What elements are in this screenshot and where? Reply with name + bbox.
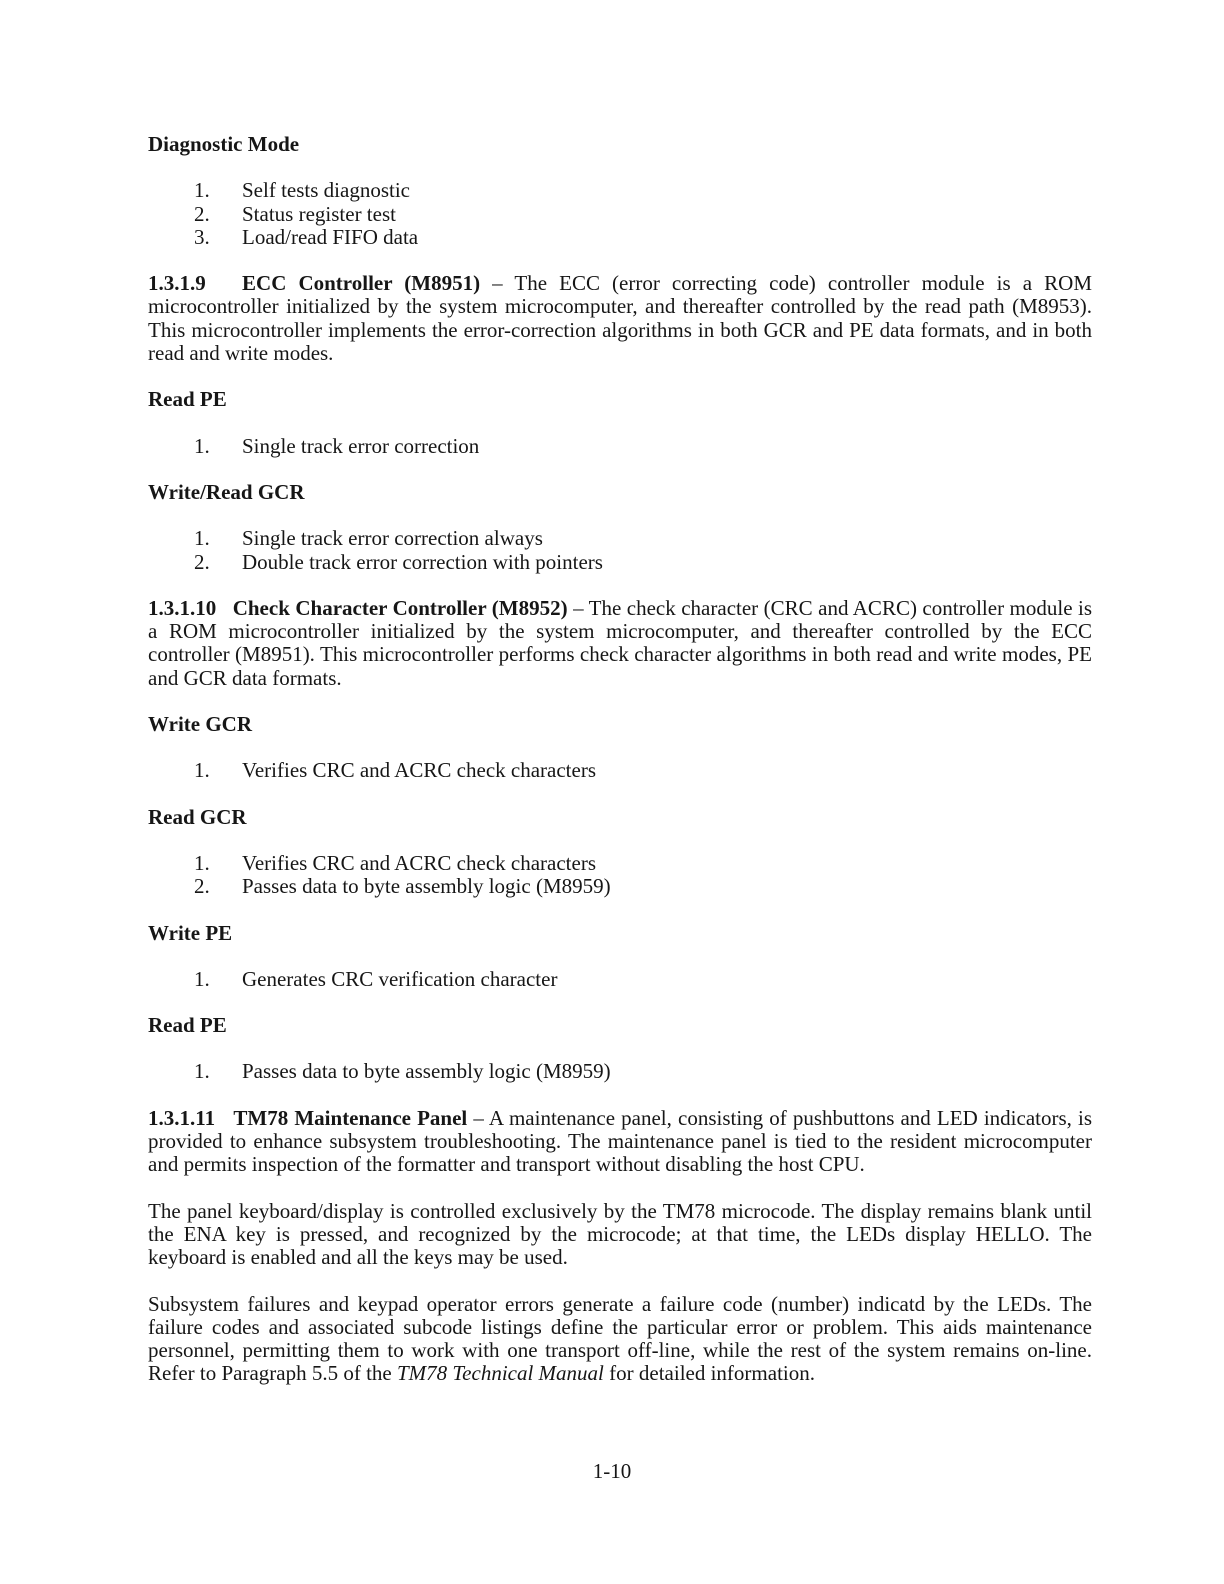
- diagnostic-mode-list: [148, 179, 1092, 249]
- list-number: 2.: [194, 874, 210, 899]
- list-item: [148, 1060, 1092, 1083]
- list-text: Double track error correction with pointers: [242, 549, 603, 574]
- list-item: [148, 435, 1092, 458]
- write-read-gcr-heading: Write/Read GCR: [148, 479, 305, 504]
- content-column: [148, 133, 1092, 1386]
- list-item: [148, 852, 1092, 875]
- list-text: Self tests diagnostic: [242, 178, 410, 203]
- paragraph-text: Subsystem failures and keypad operator errors generate a failure code (number) indicatd by the LEDs. The failure codes and associated subcode listings define the particular error or problem. This aids maintenance personnel, permitting them to work with one transport off-line, while the rest of the system remains on-line. Refer to Paragraph 5.5 of the: [148, 1291, 1092, 1386]
- list-number: 1.: [194, 850, 210, 875]
- section-title: Check Character Controller (M8952): [232, 595, 568, 620]
- list-item: [148, 551, 1092, 574]
- list-text: Verifies CRC and ACRC check characters: [242, 758, 596, 783]
- section-number: 1.3.1.11: [148, 1105, 216, 1130]
- manual-title: TM78 Technical Manual: [397, 1361, 604, 1386]
- section-body: – A maintenance panel, consisting of pushbuttons and LED indicators, is provided to enhance subsystem troubleshooting. The maintenance panel is tied to the resident microcomputer and permits inspection of the formatter and transport without disabling the host CPU.: [148, 1105, 1093, 1177]
- list-number: 1.: [194, 433, 210, 458]
- section-body: – The ECC (error correcting code) controller module is a ROM microcontroller initialized by the system microcomputer, and thereafter controlled by the read path (M8953). This microcontroller implements the error-correction algorithms in both GCR and PE data formats, and in both read and write modes.: [148, 271, 1093, 366]
- paragraph-text-end: for detailed information.: [609, 1361, 815, 1386]
- list-number: 1.: [194, 966, 210, 991]
- list-text: Verifies CRC and ACRC check characters: [242, 850, 596, 875]
- write-pe-list: [148, 968, 1092, 991]
- list-text: Load/read FIFO data: [242, 224, 419, 249]
- list-text: Single track error correction always: [242, 526, 543, 551]
- list-item: [148, 875, 1092, 898]
- section-body: – The check character (CRC and ACRC) controller module is a ROM microcontroller initialized by the system microcomputer, and thereafter controlled by the ECC controller (M8951). This microcontroller performs check character algorithms in both read and write modes, PE and GCR data formats.: [148, 595, 1093, 690]
- ecc-controller-paragraph: [148, 272, 1092, 365]
- write-gcr-heading: Write GCR: [148, 712, 253, 737]
- list-text: Passes data to byte assembly logic (M8959): [242, 1059, 611, 1084]
- list-item: [148, 759, 1092, 782]
- list-text: Passes data to byte assembly logic (M8959): [242, 874, 611, 899]
- list-item: [148, 179, 1092, 202]
- list-item: [148, 968, 1092, 991]
- list-item: [148, 203, 1092, 226]
- list-text: Generates CRC verification character: [242, 966, 558, 991]
- page-number: 1-10: [592, 1459, 632, 1483]
- list-number: 2.: [194, 549, 210, 574]
- read-pe-heading: Read PE: [148, 387, 227, 412]
- diagnostic-mode-heading: Diagnostic Mode: [148, 132, 300, 156]
- read-gcr-heading: Read GCR: [148, 804, 247, 829]
- read-pe-heading: Read PE: [148, 1013, 227, 1038]
- list-number: 3.: [194, 224, 210, 249]
- panel-keyboard-paragraph: The panel keyboard/display is controlled exclusively by the TM78 microcode. The display remains blank until the ENA key is pressed, and recognized by the microcode; at that time, the LEDs display HELLO. The keyboard is enabled and all the keys may be used.: [148, 1198, 1092, 1270]
- list-item: [148, 226, 1092, 249]
- write-pe-heading: Write PE: [148, 920, 233, 945]
- write-gcr-list: [148, 759, 1092, 782]
- list-text: Status register test: [242, 201, 396, 226]
- list-number: 1.: [194, 178, 210, 203]
- write-read-gcr-list: [148, 527, 1092, 574]
- section-number: 1.3.1.9: [148, 271, 206, 296]
- list-number: 1.: [194, 526, 210, 551]
- read-pe-list: [148, 435, 1092, 458]
- section-number: 1.3.1.10: [148, 595, 217, 620]
- list-number: 2.: [194, 201, 210, 226]
- list-number: 1.: [194, 758, 210, 783]
- list-item: [148, 527, 1092, 550]
- list-text: Single track error correction: [242, 433, 480, 458]
- read-pe-list: [148, 1060, 1092, 1083]
- list-number: 1.: [194, 1059, 210, 1084]
- failure-codes-paragraph: [148, 1293, 1092, 1386]
- maintenance-panel-paragraph: [148, 1107, 1092, 1177]
- section-title: ECC Controller (M8951): [242, 271, 481, 296]
- section-title: TM78 Maintenance Panel: [233, 1105, 468, 1130]
- read-gcr-list: [148, 852, 1092, 899]
- check-character-controller-paragraph: [148, 597, 1092, 690]
